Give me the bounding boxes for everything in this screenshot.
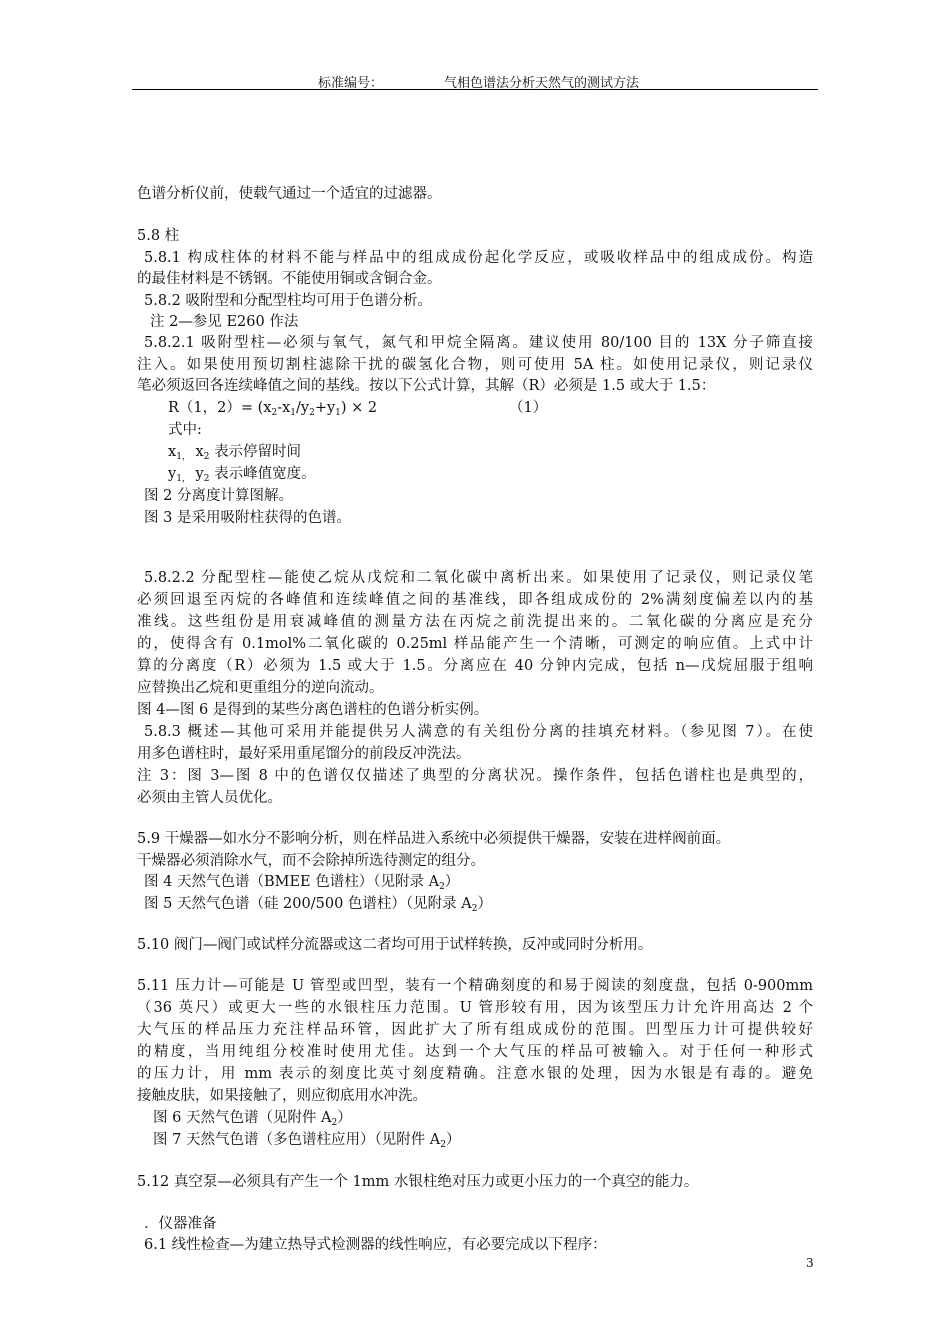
paragraph-line: 的精度，当用纯组分校准时使用尤佳。达到一个大气压的样品可被输入。对于任何一种形式 bbox=[137, 1044, 813, 1060]
paragraph-line: 用多色谱柱时，最好采用重尾馏分的前段反冲洗法。 bbox=[137, 746, 471, 762]
figure-reference: 图 7 天然气色谱（多色谱柱应用）（见附件 $A_2$） bbox=[153, 1132, 461, 1150]
equation-resolution bbox=[168, 398, 377, 418]
paragraph-line: 5.8.1 构成柱体的材料不能与样品中的组成成份起化学反应，或吸收样品中的组成成份。构造 bbox=[144, 250, 813, 266]
paragraph-line: 大气压的样品压力充注样品环管，因此扩大了所有组成成份的范围。凹型压力计可提供较好 bbox=[137, 1022, 813, 1038]
equation-subscript: 1 bbox=[290, 408, 297, 418]
paragraph-line: 6.1 线性检查—为建立热导式检测器的线性响应，有必要完成以下程序： bbox=[144, 1237, 607, 1253]
paragraph-line: 5.11 压力计—可能是 U 管型或凹型，装有一个精确刻度的和易于阅读的刻度盘，包括 0-900mm bbox=[137, 978, 813, 994]
equation-text: R（1，2）= (x bbox=[168, 400, 272, 416]
paragraph-line: 算的分离度（R）必须为 1.5 或大于 1.5。分离应在 40 分钟内完成，包括 n—戊烷屈服于组响 bbox=[137, 658, 813, 674]
header-divider bbox=[132, 89, 818, 90]
note-line: 必须由主管人员优化。 bbox=[137, 790, 282, 806]
paragraph-line: 干燥器必须消除水气，而不会除掉所选待测定的组分。 bbox=[137, 853, 485, 869]
page-number: 3 bbox=[806, 1256, 814, 1270]
figure-reference: 图 3 是采用吸附柱获得的色谱。 bbox=[144, 510, 351, 526]
paragraph-line: 接触皮肤，如果接触了，则应彻底用水冲洗。 bbox=[137, 1088, 427, 1104]
section-heading-6: ．仪器准备 bbox=[144, 1216, 217, 1232]
paragraph-line: 色谱分析仪前，使载气通过一个适宜的过滤器。 bbox=[137, 186, 442, 202]
variable-definition-x: $x_{1,}$ $x_2$ 表示停留时间 bbox=[168, 444, 302, 462]
equation-subscript: 1 bbox=[335, 408, 341, 418]
paragraph-line: 注入。如果使用预切割柱滤除干扰的碳氢化合物，则可使用 5A 柱。如使用记录仪，则记录仪 bbox=[137, 357, 813, 373]
section-heading-5-8: 5.8 柱 bbox=[137, 228, 180, 244]
paragraph-line: 笔必须返回各连续峰值之间的基线。按以下公式计算，其解（R）必须是 1.5 或大于 1.5： bbox=[137, 378, 716, 394]
paragraph-line: 的最佳材料是不锈钢。不能使用铜或含铜合金。 bbox=[137, 271, 442, 287]
paragraph-line: 5.8.2 吸附型和分配型柱均可用于色谱分析。 bbox=[144, 293, 433, 309]
header-standard-number-label: 标准编号： bbox=[318, 76, 384, 91]
paragraph-line: 5.8.2.1 吸附型柱—必须与氧气，氮气和甲烷全隔离。建议使用 80/100 目的 13X 分子筛直接 bbox=[144, 335, 813, 351]
paragraph-line: 应替换出乙烷和更重组分的逆向流动。 bbox=[137, 680, 384, 696]
equation-number: （1） bbox=[509, 400, 548, 416]
paragraph-line: （36 英尺）或更大一些的水银柱压力范围。U 管形较有用，因为该型压力计允许用高达 2 个 bbox=[137, 1000, 813, 1016]
variable-definition-y: $y_{1,}$ $y_2$ 表示峰值宽度。 bbox=[168, 466, 316, 484]
equation-text: /y bbox=[296, 400, 310, 416]
paragraph-line: 式中: bbox=[168, 422, 202, 438]
paragraph-line: 必须回退至丙烷的各峰值和连续峰值之间的基准线，即各组成成份的 2%满刻度偏差以内的基 bbox=[137, 592, 813, 608]
figure-reference: 图 5 天然气色谱（硅 200/500 色谱柱）（见附录 $A_2$） bbox=[144, 896, 492, 914]
equation-subscript: 2 bbox=[309, 408, 315, 418]
paragraph-line: 5.10 阀门—阀门或试样分流器或这二者均可用于试样转换，反冲或同时分析用。 bbox=[137, 937, 653, 953]
figure-reference: 图 6 天然气色谱（见附件 $A_2$） bbox=[153, 1110, 352, 1128]
figure-reference: 图 2 分离度计算图解。 bbox=[144, 488, 293, 504]
paragraph-line: 5.9 干燥器—如水分不影响分析，则在样品进入系统中必须提供干燥器，安装在进样阀前面。 bbox=[137, 831, 731, 847]
note-line: 注 3：图 3—图 8 中的色谱仅仅描述了典型的分离状况。操作条件，包括色谱柱也是典型的， bbox=[137, 768, 813, 784]
header-document-title: 气相色谱法分析天然气的测试方法 bbox=[444, 76, 640, 91]
note-line: 注 2—参见 E260 作法 bbox=[150, 314, 299, 330]
equation-text: -x bbox=[277, 400, 291, 416]
paragraph-line: 的，使得含有 0.1mol%二氧化碳的 0.25ml 样品能产生一个清晰，可测定的响应值。上式中计 bbox=[137, 636, 813, 652]
equation-text: ) × 2 bbox=[340, 400, 378, 416]
paragraph-line: 5.12 真空泵—必须具有产生一个 1mm 水银柱绝对压力或更小压力的一个真空的能力。 bbox=[137, 1174, 699, 1190]
figure-reference: 图 4—图 6 是得到的某些分离色谱柱的色谱分析实例。 bbox=[137, 702, 489, 718]
paragraph-line: 5.8.2.2 分配型柱—能使乙烷从戊烷和二氧化碳中离析出来。如果使用了记录仪，则记录仪笔 bbox=[144, 570, 813, 586]
equation-text: +y bbox=[314, 400, 336, 416]
figure-reference: 图 4 天然气色谱（BMEE 色谱柱）（见附录 $A_2$） bbox=[144, 874, 460, 892]
equation-subscript: 2 bbox=[271, 408, 278, 418]
paragraph-line: 的压力计，用 mm 表示的刻度比英寸刻度精确。注意水银的处理，因为水银是有毒的。避免 bbox=[137, 1066, 813, 1082]
paragraph-line: 5.8.3 概述—其他可采用并能提供另人满意的有关组份分离的挂填充材料。（参见图 7）。在使 bbox=[144, 724, 813, 740]
paragraph-line: 准线。这些组份是用衰减峰值的测量方法在丙烷之前洗提出来的。二氧化碳的分离应是充分 bbox=[137, 614, 813, 630]
